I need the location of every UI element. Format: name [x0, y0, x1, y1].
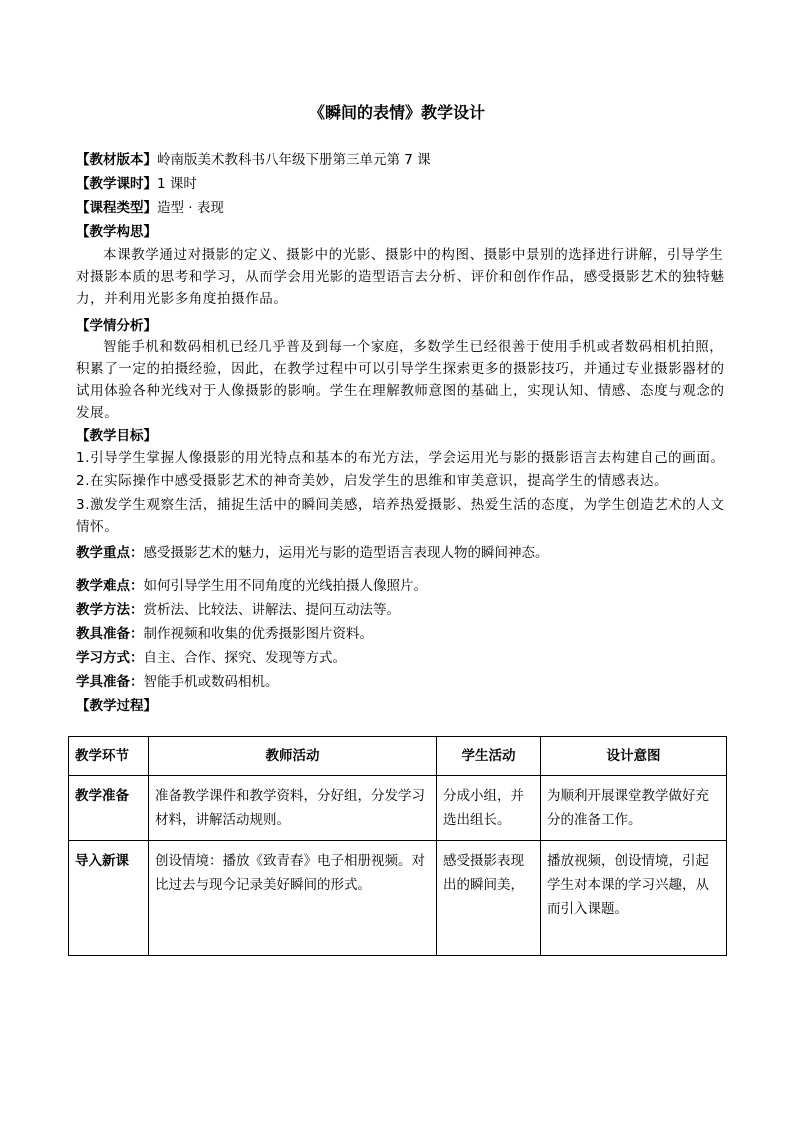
hours-line: [76, 172, 756, 196]
difficulty-value: 如何引导学生用不同角度的光线拍摄人像照片。: [143, 578, 427, 594]
methods-value: 赏析法、比较法、讲解法、提问互动法等。: [143, 602, 400, 618]
tools-line: [76, 622, 756, 646]
analysis-heading: 【学情分析】: [76, 318, 157, 334]
type-value: 造型 · 表现: [157, 200, 224, 216]
student-tools-label: 学具准备：: [76, 674, 144, 690]
learning-label: 学习方式：: [76, 650, 144, 666]
difficulty-label: 教学难点：: [76, 578, 144, 594]
learning-value: 自主、合作、探究、发现等方式。: [143, 650, 346, 666]
type-line: [76, 196, 756, 220]
goal-item-2: 2.在实际操作中感受摄影艺术的神奇美妙，启发学生的思维和审美意识，提高学生的情感表达。: [76, 473, 669, 489]
edition-value: 岭南版美术教科书八年级下册第三单元第 7 课: [157, 152, 431, 168]
methods-label: 教学方法：: [76, 602, 144, 618]
focus-value: 感受摄影艺术的魅力，运用光与影的造型语言表现人物的瞬间神态。: [143, 545, 549, 561]
goals-heading: 【教学目标】: [76, 428, 157, 444]
table-row: [69, 776, 727, 841]
difficulty-line: [76, 574, 756, 598]
edition-label: 【教材版本】: [76, 152, 157, 168]
row-stage: 教学准备: [69, 776, 149, 841]
hours-label: 【教学课时】: [76, 176, 157, 192]
type-label: 【课程类型】: [76, 200, 157, 216]
student-tools-line: [76, 670, 756, 694]
tools-label: 教具准备：: [76, 626, 144, 642]
goal-item-1: 1.引导学生掌握人像摄影的用光特点和基本的布光方法，学会运用光与影的摄影语言去构建自己的画面。: [76, 450, 725, 466]
methods-line: [76, 598, 756, 622]
process-table: [68, 736, 727, 956]
edition-line: [76, 148, 756, 172]
process-heading: 【教学过程】: [76, 698, 157, 714]
header-teacher: 教师活动: [149, 737, 437, 776]
header-stage: 教学环节: [69, 737, 149, 776]
hours-value: 1 课时: [157, 176, 197, 192]
analysis-text: 智能手机和数码相机已经几乎普及到每一个家庭，多数学生已经很善于使用手机或者数码相机拍照，积累了一定的拍摄经验，因此，在教学过程中可以引导学生探索更多的摄影技巧，并通过专业摄影器材的试用体验各种光线对于人像摄影的影响。学生在理解教师意图的基础上，实现认知、情感、态度与观念的发展。: [76, 339, 725, 421]
learning-line: [76, 646, 756, 670]
goal-item-3: 3.激发学生观察生活，捕捉生活中的瞬间美感，培养热爱摄影、热爱生活的态度，为学生创造艺术的人文情怀。: [76, 497, 725, 535]
concept-heading: 【教学构思】: [76, 224, 157, 240]
table-row: [69, 841, 727, 956]
row-student: 感受摄影表现出的瞬间美，: [437, 841, 541, 956]
row-stage: 导入新课: [69, 841, 149, 956]
page-title: 《瞬间的表情》教学设计: [308, 103, 485, 122]
row-intent: 播放视频，创设情境，引起学生对本课的学习兴趣，从而引入课题。: [541, 841, 727, 956]
focus-label: 教学重点：: [76, 545, 144, 561]
row-teacher: 准备教学课件和教学资料，分好组，分发学习材料，讲解活动规则。: [149, 776, 437, 841]
student-tools-value: 智能手机或数码相机。: [143, 674, 279, 690]
table-header-row: [69, 737, 727, 776]
row-intent: 为顺利开展课堂教学做好充分的准备工作。: [541, 776, 727, 841]
tools-value: 制作视频和收集的优秀摄影图片资料。: [143, 626, 373, 642]
row-student: 分成小组，并选出组长。: [437, 776, 541, 841]
header-student: 学生活动: [437, 737, 541, 776]
concept-text: 本课教学通过对摄影的定义、摄影中的光影、摄影中的构图、摄影中景别的选择进行讲解，引导学生对摄影本质的思考和学习，从而学会用光影的造型语言去分析、评价和创作作品，感受摄影艺术的独特魅力，并利用光影多角度拍摄作品。: [76, 247, 725, 307]
row-teacher: 创设情境：播放《致青春》电子相册视频。对比过去与现今记录美好瞬间的形式。: [149, 841, 437, 956]
header-intent: 设计意图: [541, 737, 727, 776]
focus-line: [76, 541, 756, 565]
